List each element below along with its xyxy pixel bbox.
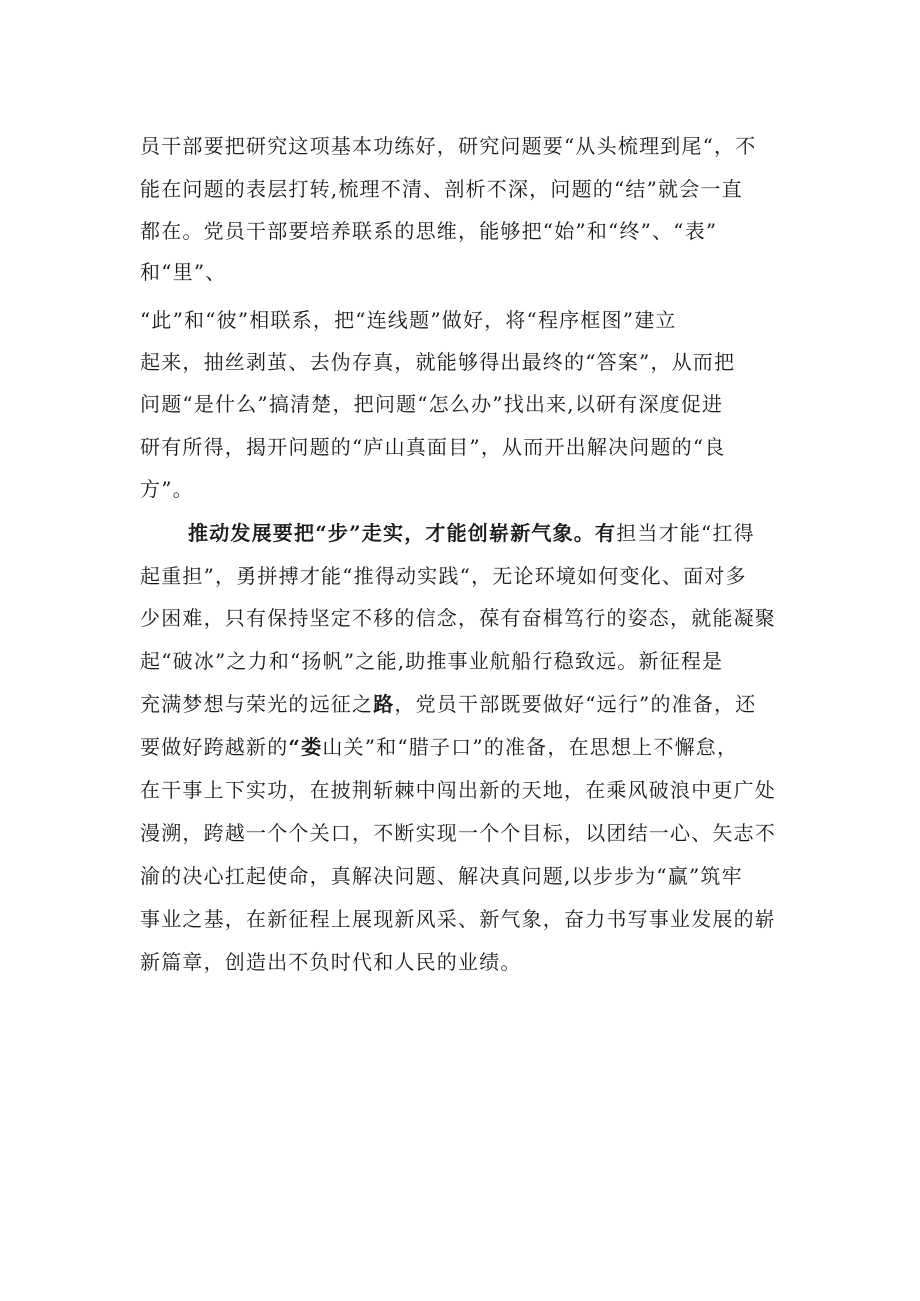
- paragraph-2-lead-bold: 推动发展要把“步”走实，才能创崭新气象。有: [188, 521, 617, 545]
- paragraph-2-line-4: 起“破冰”之力和“扬帆”之能,助推事业航船行稳致远。新征程是: [140, 649, 724, 673]
- paragraph-1-line-6: 起来，抽丝剥茧、去伪存真，就能够得出最终的“答案”，从而把: [140, 350, 736, 374]
- line-6-pre: 要做好跨越新的: [140, 735, 289, 759]
- paragraph-2-line-5: [140, 691, 756, 717]
- paragraph-2-line-8: 漫溯，跨越一个个关口，不断实现一个个目标，以团结一心、矢志不: [140, 821, 776, 845]
- line-6-bold: “娄: [288, 735, 323, 759]
- line-5-bold: 路: [373, 692, 395, 716]
- paragraph-2-line-10: 事业之基，在新征程上展现新风采、新气象，奋力书写事业发展的崭: [140, 907, 776, 931]
- line-5-pre: 充满梦想与荣光的远征之: [140, 692, 374, 716]
- paragraph-2-line-2: 起重担”，勇拼搏才能“推得动实践“，无论环境如何变化、面对多: [140, 564, 747, 588]
- paragraph-1-line-7: 问题“是什么”搞清楚，把问题“怎么办”找出来,以研有深度促进: [140, 392, 724, 416]
- paragraph-1-line-9: 方”。: [140, 477, 194, 501]
- paragraph-1-line-5: “此”和“彼”相联系，把“连线题”做好，将“程序框图”建立: [140, 308, 677, 332]
- paragraph-1-line-2: 能在问题的表层打转,梳理不清、剖析不深，问题的“结”就会一直: [140, 177, 743, 201]
- paragraph-1-line-1: 员干部要把研究这项基本功练好，研究问题要“从头梳理到尾“，不: [140, 134, 757, 158]
- paragraph-2-line-6: [140, 734, 738, 760]
- paragraph-1-line-3: 都在。党员干部要培养联系的思维，能够把“始”和“终”、“表”: [140, 219, 718, 243]
- line-5-post: ，党员干部既要做好“远行”的准备，还: [394, 692, 757, 716]
- paragraph-1-line-8: 研有所得，揭开问题的“庐山真面目”，从而开出解决问题的“良: [140, 435, 726, 459]
- paragraph-2-lead-rest: 担当才能“扛得: [616, 521, 755, 545]
- paragraph-2-line-1: [188, 520, 755, 546]
- paragraph-2-line-9: 渝的决心扛起使命，真解决问题、解决真问题,以步步为“赢”筑牢: [140, 864, 743, 888]
- paragraph-2-line-3: 少困难，只有保持坚定不移的信念，葆有奋楫笃行的姿态，就能凝聚: [140, 606, 776, 630]
- line-6-post: 山关”和“腊子口”的准备，在思想上不懈怠，: [322, 735, 739, 759]
- paragraph-2-line-11: 新篇章，创造出不负时代和人民的业绩。: [140, 950, 522, 974]
- paragraph-2-line-7: 在干事上下实功，在披荆斩棘中闯出新的天地，在乘风破浪中更广处: [140, 778, 776, 802]
- paragraph-1-line-4: 和“里”、: [140, 260, 227, 284]
